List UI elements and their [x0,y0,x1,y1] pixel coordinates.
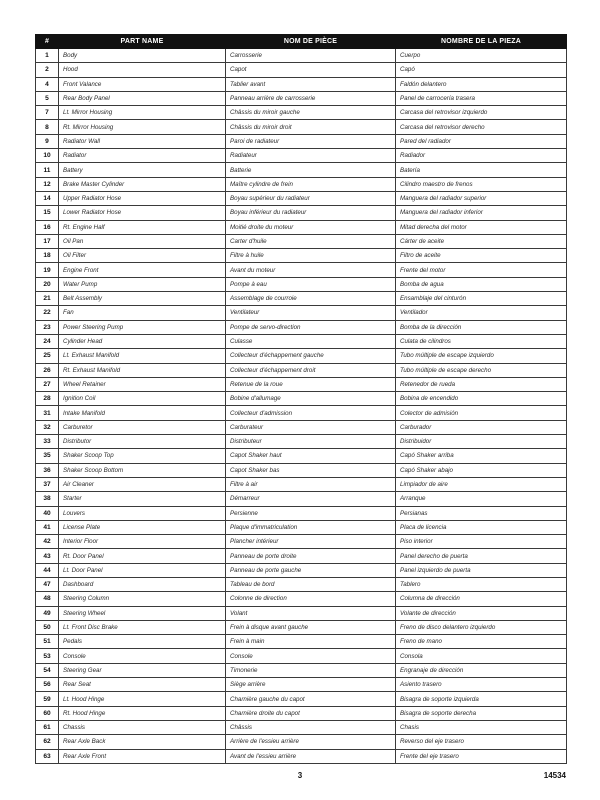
part-name-en-cell: Cylinder Head [59,334,226,348]
part-name-es-cell: Batería [396,163,567,177]
part-number-cell: 36 [36,463,59,477]
part-name-es-cell: Carcasa del retrovisor derecho [396,120,567,134]
part-number-cell: 20 [36,277,59,291]
part-name-en-cell: Oil Pan [59,234,226,248]
part-name-fr-cell: Bobine d'allumage [226,392,396,406]
part-name-es-cell: Capó Shaker abajo [396,463,567,477]
table-row [36,363,567,377]
part-name-en-cell: Radiator Wall [59,134,226,148]
part-name-es-cell: Cilindro maestro de frenos [396,177,567,191]
part-name-en-cell: Power Steering Pump [59,320,226,334]
part-name-es-cell: Asiento trasero [396,678,567,692]
part-name-es-cell: Tablero [396,577,567,591]
part-name-en-cell: Lt. Front Disc Brake [59,620,226,634]
part-name-es-cell: Volante de dirección [396,606,567,620]
part-number-cell: 60 [36,706,59,720]
part-name-fr-cell: Capot Shaker haut [226,449,396,463]
part-number-cell: 10 [36,149,59,163]
part-name-es-cell: Freno de disco delantero izquierdo [396,620,567,634]
part-name-en-cell: Lt. Exhaust Manifold [59,349,226,363]
table-row [36,106,567,120]
part-name-fr-cell: Carburateur [226,420,396,434]
part-name-fr-cell: Tableau de bord [226,577,396,591]
part-name-fr-cell: Panneau arrière de carrosserie [226,91,396,105]
part-name-es-cell: Pared del radiador [396,134,567,148]
table-row [36,435,567,449]
part-number-cell: 47 [36,577,59,591]
part-name-en-cell: Starter [59,492,226,506]
part-name-fr-cell: Paroi de radiateur [226,134,396,148]
header-row [36,35,567,49]
part-number-cell: 21 [36,292,59,306]
parts-table-header [36,35,567,49]
part-number-cell: 25 [36,349,59,363]
table-row [36,649,567,663]
part-number-cell: 37 [36,477,59,491]
part-name-es-cell: Capó [396,63,567,77]
part-number-cell: 1 [36,49,59,63]
part-name-en-cell: Lt. Mirror Housing [59,106,226,120]
part-name-fr-cell: Culasse [226,334,396,348]
table-row [36,220,567,234]
table-row [36,720,567,734]
part-number-cell: 43 [36,549,59,563]
table-row [36,77,567,91]
part-number-cell: 32 [36,420,59,434]
header-nom-de-piece: NOM DE PIÈCE [226,35,396,49]
table-row [36,563,567,577]
part-name-en-cell: Rt. Engine Half [59,220,226,234]
part-name-es-cell: Chasis [396,720,567,734]
table-row [36,149,567,163]
part-number-cell: 18 [36,249,59,263]
part-name-es-cell: Filtro de aceite [396,249,567,263]
part-name-es-cell: Manguera del radiador superior [396,191,567,205]
part-number-cell: 15 [36,206,59,220]
part-name-en-cell: Hood [59,63,226,77]
part-name-en-cell: Steering Column [59,592,226,606]
part-name-fr-cell: Distributeur [226,435,396,449]
header-number: # [36,35,59,49]
part-name-en-cell: Dashboard [59,577,226,591]
header-part-name: PART NAME [59,35,226,49]
part-name-es-cell: Piso interior [396,535,567,549]
part-number-cell: 54 [36,663,59,677]
part-name-en-cell: License Plate [59,520,226,534]
table-row [36,535,567,549]
part-name-fr-cell: Ventilateur [226,306,396,320]
part-name-fr-cell: Arrière de l'essieu arrière [226,735,396,749]
part-name-en-cell: Air Cleaner [59,477,226,491]
part-name-en-cell: Belt Assembly [59,292,226,306]
part-number-cell: 8 [36,120,59,134]
part-name-fr-cell: Pompe de servo-direction [226,320,396,334]
parts-list-sheet [35,34,566,764]
part-name-es-cell: Tubo múltiple de escape derecho [396,363,567,377]
part-number-cell: 62 [36,735,59,749]
part-name-es-cell: Bomba de la dirección [396,320,567,334]
part-name-es-cell: Reverso del eje trasero [396,735,567,749]
part-name-fr-cell: Panneau de porte gauche [226,563,396,577]
table-row [36,377,567,391]
part-name-fr-cell: Batterie [226,163,396,177]
page-number: 3 [297,771,303,780]
part-name-es-cell: Bisagra de soporte derecha [396,706,567,720]
part-name-es-cell: Retenedor de rueda [396,377,567,391]
part-name-fr-cell: Filtre à air [226,477,396,491]
part-name-es-cell: Colector de admisión [396,406,567,420]
part-name-es-cell: Manguera del radiador inferior [396,206,567,220]
part-name-fr-cell: Avant de l'essieu arrière [226,749,396,763]
table-row [36,620,567,634]
part-number-cell: 12 [36,177,59,191]
part-name-fr-cell: Collecteur d'échappement droit [226,363,396,377]
part-name-es-cell: Frente del motor [396,263,567,277]
part-name-es-cell: Frente del eje trasero [396,749,567,763]
part-number-cell: 14 [36,191,59,205]
part-name-es-cell: Engranaje de dirección [396,663,567,677]
part-name-en-cell: Shaker Scoop Top [59,449,226,463]
part-name-fr-cell: Charnière droite du capot [226,706,396,720]
table-row [36,134,567,148]
part-name-es-cell: Capó Shaker arriba [396,449,567,463]
part-name-es-cell: Consola [396,649,567,663]
part-name-fr-cell: Carter d'huile [226,234,396,248]
part-number-cell: 35 [36,449,59,463]
table-row [36,420,567,434]
part-name-fr-cell: Plancher intérieur [226,535,396,549]
part-name-en-cell: Fan [59,306,226,320]
table-row [36,191,567,205]
part-number-cell: 50 [36,620,59,634]
part-name-es-cell: Ventilador [396,306,567,320]
part-name-fr-cell: Timonerie [226,663,396,677]
parts-table-body [36,49,567,764]
part-name-en-cell: Carburetor [59,420,226,434]
table-row [36,263,567,277]
table-row [36,63,567,77]
part-number-cell: 48 [36,592,59,606]
part-name-en-cell: Chassis [59,720,226,734]
table-row [36,163,567,177]
table-row [36,520,567,534]
part-number-cell: 23 [36,320,59,334]
part-number-cell: 28 [36,392,59,406]
part-name-es-cell: Placa de licencia [396,520,567,534]
table-row [36,477,567,491]
part-name-en-cell: Rear Body Panel [59,91,226,105]
part-name-fr-cell: Filtre à huile [226,249,396,263]
part-name-es-cell: Columna de dirección [396,592,567,606]
part-name-es-cell: Cuerpo [396,49,567,63]
table-row [36,663,567,677]
table-row [36,749,567,763]
part-name-en-cell: Console [59,649,226,663]
part-name-en-cell: Radiator [59,149,226,163]
part-name-en-cell: Lt. Hood Hinge [59,692,226,706]
table-row [36,635,567,649]
table-row [36,506,567,520]
part-number-cell: 4 [36,77,59,91]
part-name-en-cell: Lt. Door Panel [59,563,226,577]
table-row [36,91,567,105]
part-name-en-cell: Wheel Retainer [59,377,226,391]
part-name-en-cell: Upper Radiator Hose [59,191,226,205]
part-name-es-cell: Carburador [396,420,567,434]
part-number-cell: 2 [36,63,59,77]
table-row [36,177,567,191]
part-number-cell: 9 [36,134,59,148]
part-name-fr-cell: Capot [226,63,396,77]
part-name-es-cell: Ensamblaje del cinturón [396,292,567,306]
part-name-es-cell: Mitad derecha del motor [396,220,567,234]
part-name-en-cell: Water Pump [59,277,226,291]
part-name-fr-cell: Frein à disque avant gauche [226,620,396,634]
part-number-cell: 22 [36,306,59,320]
part-number-cell: 26 [36,363,59,377]
part-number-cell: 53 [36,649,59,663]
table-row [36,306,567,320]
table-row [36,206,567,220]
part-name-es-cell: Panel izquierdo de puerta [396,563,567,577]
part-number-cell: 56 [36,678,59,692]
part-name-fr-cell: Avant du moteur [226,263,396,277]
part-name-en-cell: Rear Seat [59,678,226,692]
table-row [36,392,567,406]
part-number-cell: 17 [36,234,59,248]
part-number-cell: 31 [36,406,59,420]
part-name-es-cell: Limpiador de aire [396,477,567,491]
part-name-es-cell: Freno de mano [396,635,567,649]
part-number-cell: 42 [36,535,59,549]
part-name-en-cell: Rt. Hood Hinge [59,706,226,720]
part-name-es-cell: Faldón delantero [396,77,567,91]
table-row [36,234,567,248]
part-name-en-cell: Rt. Mirror Housing [59,120,226,134]
part-number-cell: 44 [36,563,59,577]
part-name-fr-cell: Pompe à eau [226,277,396,291]
table-row [36,249,567,263]
part-number-cell: 63 [36,749,59,763]
part-name-es-cell: Tubo múltiple de escape izquierdo [396,349,567,363]
part-name-en-cell: Rear Axle Back [59,735,226,749]
part-name-en-cell: Shaker Scoop Bottom [59,463,226,477]
part-name-es-cell: Carcasa del retrovisor izquierdo [396,106,567,120]
part-name-en-cell: Intake Manifold [59,406,226,420]
part-number-cell: 16 [36,220,59,234]
part-name-fr-cell: Retenue de la roue [226,377,396,391]
part-number-cell: 40 [36,506,59,520]
table-row [36,334,567,348]
part-name-fr-cell: Plaque d'immatriculation [226,520,396,534]
part-name-fr-cell: Colonne de direction [226,592,396,606]
part-name-es-cell: Bomba de agua [396,277,567,291]
part-name-fr-cell: Collecteur d'échappement gauche [226,349,396,363]
part-name-en-cell: Interior Floor [59,535,226,549]
part-name-fr-cell: Maître cylindre de frein [226,177,396,191]
part-number-cell: 19 [36,263,59,277]
part-number-cell: 5 [36,91,59,105]
part-name-en-cell: Rt. Exhaust Manifold [59,363,226,377]
part-number-cell: 24 [36,334,59,348]
table-row [36,406,567,420]
part-name-fr-cell: Radiateur [226,149,396,163]
part-name-en-cell: Louvers [59,506,226,520]
part-number-cell: 27 [36,377,59,391]
part-number-cell: 49 [36,606,59,620]
part-number-cell: 7 [36,106,59,120]
table-row [36,692,567,706]
part-name-en-cell: Front Valance [59,77,226,91]
part-name-fr-cell: Boyau inférieur du radiateur [226,206,396,220]
part-number-cell: 11 [36,163,59,177]
part-name-en-cell: Brake Master Cylinder [59,177,226,191]
part-name-en-cell: Oil Filter [59,249,226,263]
part-name-en-cell: Steering Wheel [59,606,226,620]
part-name-en-cell: Battery [59,163,226,177]
part-name-en-cell: Pedals [59,635,226,649]
table-row [36,349,567,363]
table-row [36,492,567,506]
part-name-es-cell: Arranque [396,492,567,506]
table-row [36,678,567,692]
part-name-fr-cell: Siège arrière [226,678,396,692]
table-row [36,277,567,291]
table-row [36,735,567,749]
table-row [36,320,567,334]
table-row [36,606,567,620]
part-name-fr-cell: Boyau supérieur du radiateur [226,191,396,205]
part-name-fr-cell: Charnière gauche du capot [226,692,396,706]
part-name-es-cell: Distribuidor [396,435,567,449]
part-number-cell: 33 [36,435,59,449]
part-name-fr-cell: Châssis du miroir gauche [226,106,396,120]
part-name-en-cell: Rt. Door Panel [59,549,226,563]
part-name-es-cell: Cárter de aceite [396,234,567,248]
part-name-fr-cell: Console [226,649,396,663]
part-name-fr-cell: Moitié droite du moteur [226,220,396,234]
part-name-fr-cell: Capot Shaker bas [226,463,396,477]
part-name-fr-cell: Démarreur [226,492,396,506]
part-number-cell: 38 [36,492,59,506]
table-row [36,292,567,306]
part-name-es-cell: Radiador [396,149,567,163]
part-name-es-cell: Panel de carrocería trasera [396,91,567,105]
table-row [36,577,567,591]
part-name-fr-cell: Carrosserie [226,49,396,63]
table-row [36,449,567,463]
part-name-fr-cell: Châssis [226,720,396,734]
part-name-fr-cell: Assemblage de courroie [226,292,396,306]
parts-table [35,34,567,764]
part-name-en-cell: Distributor [59,435,226,449]
table-row [36,592,567,606]
part-name-en-cell: Rear Axle Front [59,749,226,763]
part-name-es-cell: Panel derecho de puerta [396,549,567,563]
part-name-fr-cell: Panneau de porte droite [226,549,396,563]
part-number-cell: 59 [36,692,59,706]
part-number-cell: 51 [36,635,59,649]
part-name-en-cell: Engine Front [59,263,226,277]
document-code: 14534 [543,771,566,780]
part-name-fr-cell: Châssis du miroir droit [226,120,396,134]
part-number-cell: 41 [36,520,59,534]
header-nombre-de-la-pieza: NOMBRE DE LA PIEZA [396,35,567,49]
part-number-cell: 61 [36,720,59,734]
table-row [36,706,567,720]
part-name-es-cell: Persianas [396,506,567,520]
table-row [36,549,567,563]
part-name-es-cell: Bobina de encendido [396,392,567,406]
table-row [36,463,567,477]
part-name-en-cell: Steering Gear [59,663,226,677]
part-name-fr-cell: Frein à main [226,635,396,649]
part-name-fr-cell: Collecteur d'admission [226,406,396,420]
part-name-en-cell: Ignition Coil [59,392,226,406]
part-name-en-cell: Body [59,49,226,63]
part-name-en-cell: Lower Radiator Hose [59,206,226,220]
part-name-fr-cell: Volant [226,606,396,620]
part-name-es-cell: Culata de cilindros [396,334,567,348]
part-name-fr-cell: Tablier avant [226,77,396,91]
table-row [36,120,567,134]
table-row [36,49,567,63]
part-name-es-cell: Bisagra de soporte izquierda [396,692,567,706]
part-name-fr-cell: Persienne [226,506,396,520]
